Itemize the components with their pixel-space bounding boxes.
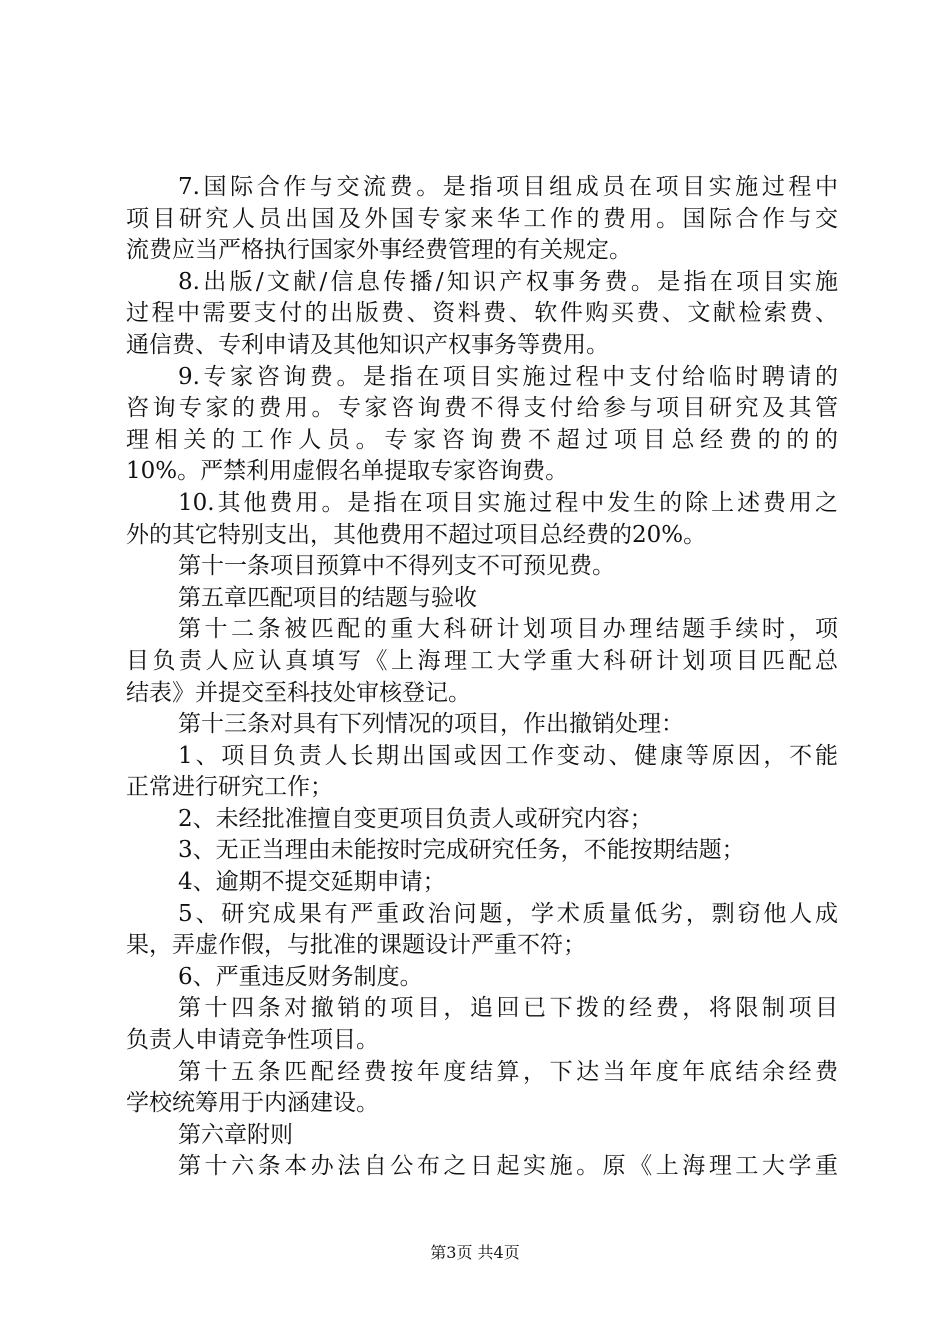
text-line: 9.专家咨询费。是指在项目实施过程中支付给临时聘请的 <box>178 363 838 390</box>
text-line: 第十二条被匹配的重大科研计划项目办理结题手续时，项 <box>178 616 838 643</box>
text-line: 果，弄虚作假，与批准的课题设计严重不符； <box>126 932 586 959</box>
text-line: 结表》并提交至科技处审核登记。 <box>126 679 471 706</box>
text-line: 3、无正当理由未能按时完成研究任务，不能按期结题； <box>178 837 745 864</box>
text-line: 负责人申请竞争性项目。 <box>126 1027 379 1054</box>
text-line: 第五章匹配项目的结题与验收 <box>178 584 477 611</box>
text-line: 理相关的工作人员。专家咨询费不超过项目总经费的的的 <box>126 426 838 453</box>
text-line: 第十一条项目预算中不得列支不可预见费。 <box>178 553 615 580</box>
text-line: 7.国际合作与交流费。是指项目组成员在项目实施过程中 <box>178 174 838 200</box>
text-line: 6、严重违反财务制度。 <box>178 963 423 990</box>
text-line: 8.出版/文献/信息传播/知识产权事务费。是指在项目实施 <box>178 268 838 295</box>
text-line: 正常进行研究工作； <box>126 774 333 801</box>
text-line: 项目研究人员出国及外国专家来华工作的费用。国际合作与交 <box>126 205 838 232</box>
text-line: 流费应当严格执行国家外事经费管理的有关规定。 <box>126 237 632 264</box>
text-line: 第十四条对撤销的项目，追回已下拨的经费，将限制项目 <box>178 995 838 1022</box>
text-line: 咨询专家的费用。专家咨询费不得支付给参与项目研究及其管 <box>126 395 838 422</box>
text-line: 4、逾期不提交延期申请； <box>178 869 446 896</box>
text-line: 5、研究成果有严重政治问题，学术质量低劣，剽窃他人成 <box>178 900 838 927</box>
text-line: 10.其他费用。是指在项目实施过程中发生的除上述费用之 <box>178 489 838 516</box>
text-line: 第六章附则 <box>178 1121 293 1148</box>
document-body <box>126 172 838 1183</box>
text-line: 学校统筹用于内涵建设。 <box>126 1090 379 1117</box>
text-line: 通信费、专利申请及其他知识产权事务等费用。 <box>126 331 609 358</box>
text-line: 第十五条匹配经费按年度结算，下达当年度年底结余经费 <box>178 1058 838 1085</box>
page-footer: 第3页 共4页 <box>430 1243 520 1262</box>
text-line: 第十六条本办法自公布之日起实施。原《上海理工大学重 <box>178 1153 838 1180</box>
text-line: 第十三条对具有下列情况的项目，作出撤销处理： <box>178 711 684 738</box>
text-line: 外的其它特别支出，其他费用不超过项目总经费的20%。 <box>126 521 707 548</box>
text-line: 1、项目负责人长期出国或因工作变动、健康等原因，不能 <box>178 742 838 769</box>
text-line: 2、未经批准擅自变更项目负责人或研究内容； <box>178 805 653 832</box>
text-line: 过程中需要支付的出版费、资料费、软件购买费、文献检索费、 <box>126 300 838 327</box>
text-line: 10%。严禁利用虚假名单提取专家咨询费。 <box>126 458 569 485</box>
text-line: 目负责人应认真填写《上海理工大学重大科研计划项目匹配总 <box>126 647 838 674</box>
